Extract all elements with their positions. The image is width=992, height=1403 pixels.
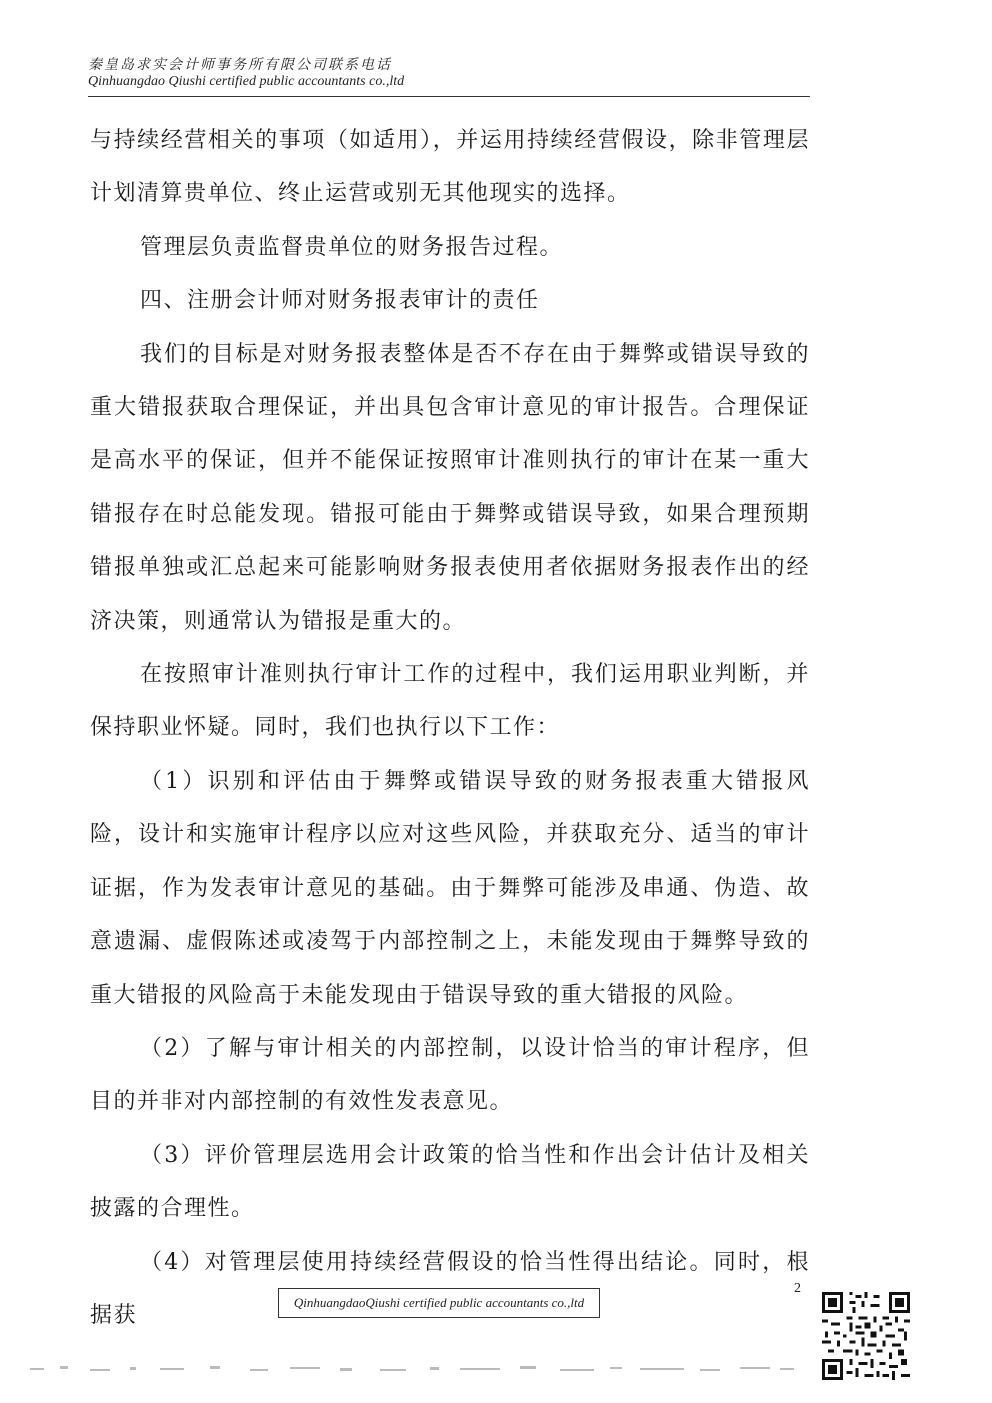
document-body bbox=[90, 114, 810, 1342]
letterhead bbox=[88, 56, 808, 90]
qr-code-icon bbox=[822, 1292, 910, 1380]
paragraph-continuation: 与持续经营相关的事项（如适用），并运用持续经营假设，除非管理层计划清算贵单位、终止运营或别无其他现实的选择。 bbox=[90, 128, 810, 207]
paragraph-oversight: 管理层负责监督贵单位的财务报告过程。 bbox=[140, 234, 564, 260]
section-heading-auditor-responsibility: 四、注册会计师对财务报表审计的责任 bbox=[140, 288, 540, 314]
paragraph-professional-judgment: 在按照审计准则执行审计工作的过程中，我们运用职业判断，并保持职业怀疑。同时，我们也执行以下工作： bbox=[90, 662, 810, 741]
list-item-2: （2）了解与审计相关的内部控制，以设计恰当的审计程序，但目的并非对内部控制的有效性发表意见。 bbox=[90, 1035, 810, 1115]
list-item-3: （3）评价管理层选用会计政策的恰当性和作出会计估计及相关披露的合理性。 bbox=[90, 1142, 810, 1222]
scan-noise-strip bbox=[20, 1360, 810, 1380]
list-item-1: （1）识别和评估由于舞弊或错误导致的财务报表重大错报风险，设计和实施审计程序以应对这些风险，并获取充分、适当的审计证据，作为发表审计意见的基础。由于舞弊可能涉及串通、伪造、故意遗漏、虚假陈述或凌驾于内部控制之上，未能发现由于舞弊导致的重大错报的风险高于未能发现由于错误导致的重大错报的风险。 bbox=[90, 768, 810, 1008]
footer-company-box: QinhuangdaoQiushi certified public accountants co.,ltd bbox=[278, 1288, 600, 1318]
paragraph-objective: 我们的目标是对财务报表整体是否不存在由于舞弊或错误导致的重大错报获取合理保证，并出具包含审计意见的审计报告。合理保证是高水平的保证，但并不能保证按照审计准则执行的审计在某一重大错报存在时总能发现。错报可能由于舞弊或错误导致，如果合理预期错报单独或汇总起来可能影响财务报表使用者依据财务报表作出的经济决策，则通常认为错报是重大的。 bbox=[90, 341, 810, 634]
letterhead-company-cn: 秦皇岛求实会计师事务所有限公司联系电话 bbox=[88, 57, 392, 73]
header-divider bbox=[88, 96, 810, 97]
letterhead-company-en: Qinhuangdao Qiushi certified public accountants co.,ltd bbox=[88, 74, 405, 89]
page-number: 2 bbox=[794, 1281, 801, 1296]
list-item-4: （4）对管理层使用持续经营假设的恰当性得出结论。同时，根据获 bbox=[90, 1249, 810, 1328]
